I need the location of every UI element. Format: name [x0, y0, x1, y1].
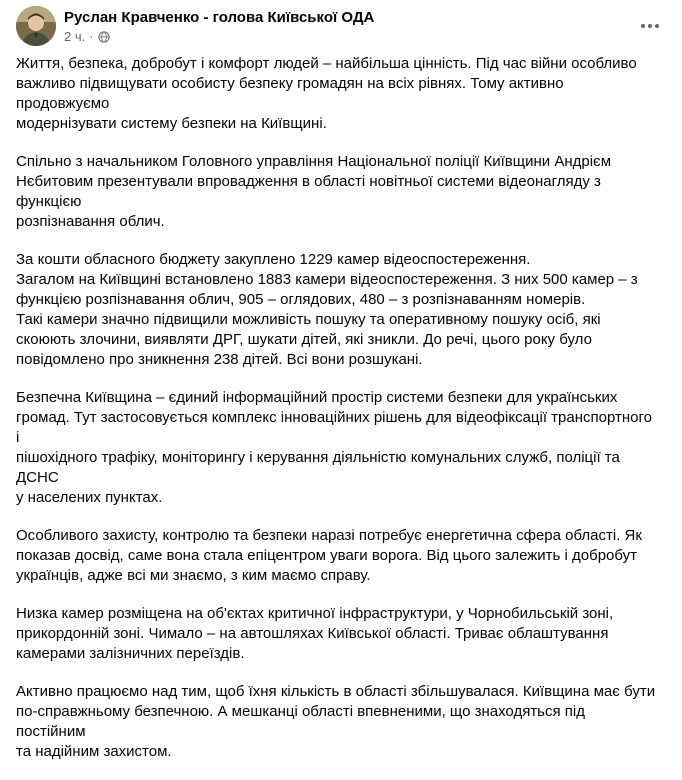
post-meta — [64, 29, 110, 44]
author-name[interactable]: Руслан Кравченко - голова Київської ОДА — [64, 9, 375, 26]
post-paragraph-3: За кошти обласного бюджету закуплено 1229 камер відеоспостереження. Загалом на Київщині встановлено 1883 камери відеоспостереження. З них 500 камер – з функцією розпізнавання облич, 905 – оглядових, 480 – з розпізнаванням номерів. Такі камери значно підвищили можливість пошуку та оперативному пошуку осіб, які скоюють злочини, виявляти ДРГ, шукати дітей, які зникли. До речі, цього року було повідомлено про зникнення 238 дітей. Всі вони розшукані. — [16, 251, 638, 368]
post-paragraph-6: Низка камер розміщена на об'єктах критичної інфраструктури, у Чорнобильській зоні, прикордонній зоні. Чимало – на автошляхах Київської області. Триває облаштування камерами залізничних переїздів. — [16, 605, 614, 662]
post-paragraph-4: Безпечна Київщина – єдиний інформаційний простір системи безпеки для українських громад. Тут застосовується комплекс інноваційних рішень для відеофіксації транспортного і пішохідного трафіку, моніторингу і керування діяльністю комунальних служб, поліції та ДСНС у населених пунктах. — [16, 389, 652, 506]
post-body — [16, 54, 656, 780]
post-paragraph-1: Життя, безпека, добробут і комфорт людей – найбільша цінність. Під час війни особливо важливо підвищувати особисту безпеку громадян на всіх рівнях. Тому активно продовжуємо модернізувати систему безпеки на Київщині. — [16, 55, 637, 132]
more-options-icon[interactable] — [634, 10, 666, 42]
post-paragraph-7: Активно працюємо над тим, щоб їхня кількість в області збільшувалася. Київщина має бути по-справжньому безпечною. А мешканці області впевненими, що знаходяться під постійним та надійним захистом. — [16, 683, 656, 760]
ellipsis-dots — [640, 23, 660, 29]
post-paragraph-2: Спільно з начальником Головного управління Національної поліції Київщини Андрієм Нєбитовим презентували впровадження в області новітньої системи відеонагляду з функцією розпізнавання облич. — [16, 153, 612, 230]
meta-separator: · — [89, 29, 94, 44]
globe-icon[interactable] — [98, 31, 110, 43]
avatar-photo — [16, 6, 56, 46]
avatar[interactable] — [16, 6, 56, 46]
post-timestamp[interactable]: 2 ч. — [64, 29, 86, 44]
post-paragraph-5: Особливого захисту, контролю та безпеки наразі потребує енергетична сфера області. Як показав досвід, саме вона стала епіцентром уваги ворога. Від цього залежить і добробут українців, адже всі ми знаємо, з ким маємо справу. — [16, 527, 642, 584]
post-header — [16, 6, 666, 46]
